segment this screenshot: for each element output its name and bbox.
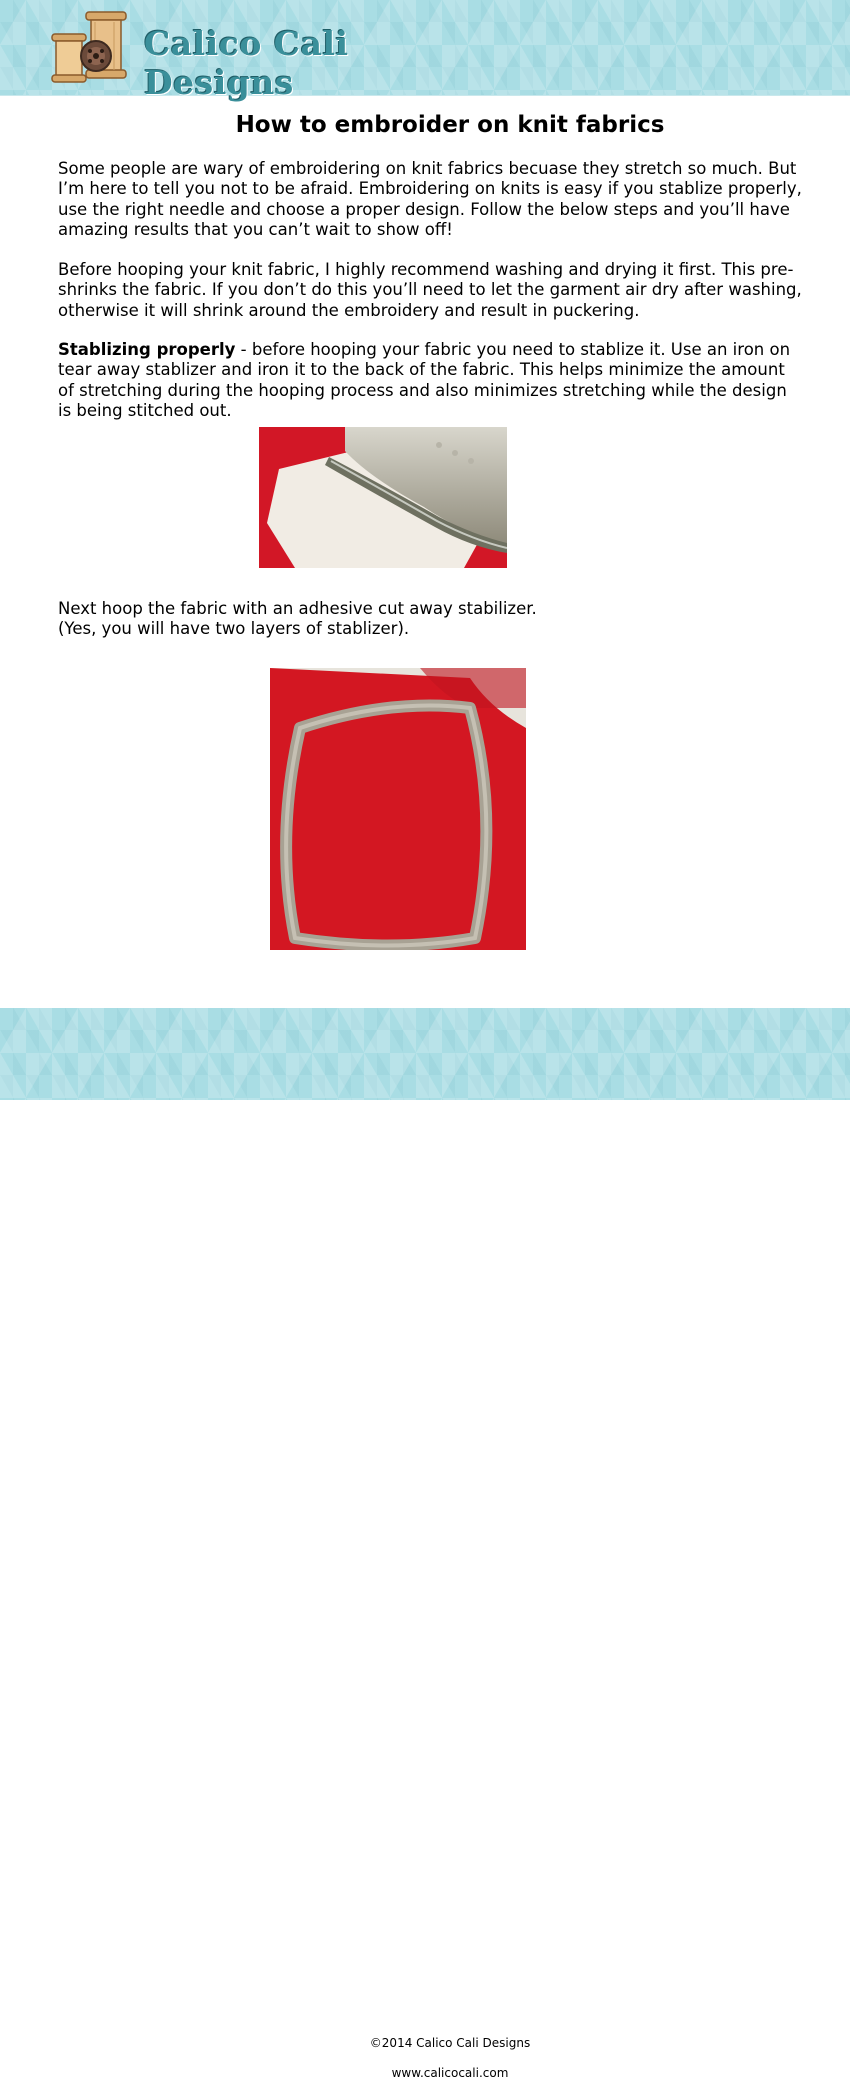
website-link[interactable]: www.calicocali.com [391,2066,509,2080]
footer-banner [0,1008,850,2080]
stabilizing-text: - before hooping your fabric you need to stablize it. Use an iron on tear away stablizer and iron it to the back of the fabric. This helps minimize the amount of stretching during the hooping process and also minimizes stretching while the design is being stitched out. [58,340,791,420]
brand-name: Calico Cali Designs [144,24,349,102]
embroidery-hoop-photo [270,668,526,950]
header-banner [0,0,850,102]
intro-paragraph: Some people are wary of embroidering on knit fabrics becuase they stretch so much. But I’m here to tell you not to be afraid. Embroidering on knits is easy if you stablize properly, use the right needle and choose a proper design. Follow the below steps and you’ll have amazing results that you can’t wait to show off! [58,159,802,239]
stabilizing-heading: Stablizing properly [58,340,236,359]
copyright-notice: ©2014 Calico Cali Designs [369,2036,531,2050]
hoop-paragraph [58,599,803,640]
thread-spools-icon [48,8,148,88]
iron-stabilizer-photo [259,427,507,568]
site-logo[interactable] [48,8,398,102]
prewash-paragraph: Before hooping your knit fabric, I highly recommend washing and drying it first. This pre-shrinks the fabric. If you don’t do this you’ll need to let the garment air dry after washing, otherwise it will shrink around the embroidery and result in puckering. [58,260,802,320]
hoop-line-2: (Yes, you will have two layers of stablizer). [58,619,410,639]
page-title: How to embroider on knit fabrics [235,112,665,138]
hoop-line-1: Next hoop the fabric with an adhesive cut away stabilizer. [58,599,537,618]
stabilizing-paragraph [58,340,803,421]
